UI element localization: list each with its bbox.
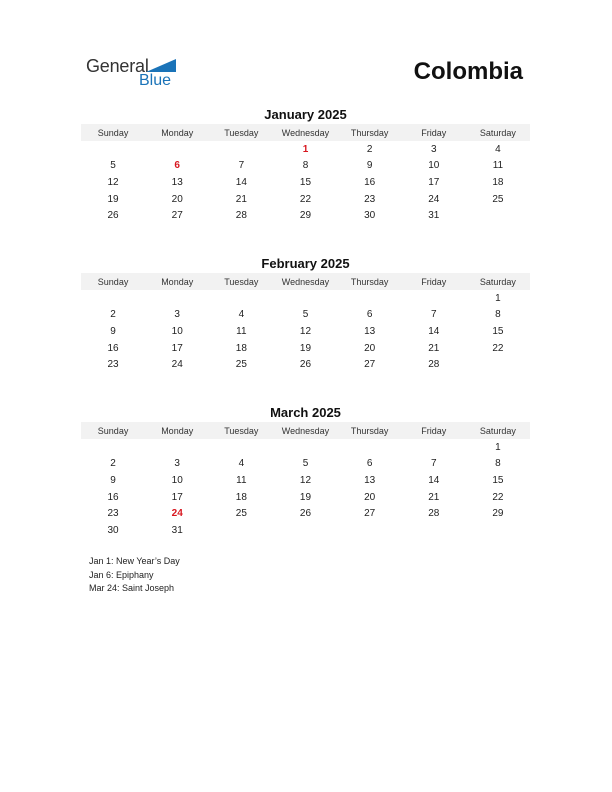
holiday-list — [89, 555, 180, 596]
week-row — [81, 141, 530, 158]
week-row — [81, 158, 530, 175]
day-cell: 29 — [492, 508, 504, 520]
weekday-label: Friday — [421, 425, 447, 436]
day-cell: 9 — [110, 325, 116, 337]
day-cell: 25 — [235, 508, 247, 520]
day-cell: 2 — [110, 458, 116, 470]
month-march — [81, 405, 530, 539]
week-row — [81, 456, 530, 473]
weekday-label: Tuesday — [224, 425, 259, 436]
holiday-item: Jan 1: New Year’s Day — [89, 556, 180, 566]
week-row — [81, 505, 530, 522]
day-cell: 10 — [428, 160, 440, 172]
day-cell: 6 — [366, 309, 373, 321]
day-cell: 28 — [428, 359, 440, 371]
day-cell: 28 — [235, 210, 247, 222]
day-cell: 1 — [495, 292, 501, 304]
day-cell: 20 — [171, 193, 183, 205]
weekday-label: Wednesday — [281, 276, 330, 287]
day-cell: 24 — [171, 508, 183, 520]
day-cell: 13 — [171, 176, 183, 188]
weekday-label: Saturday — [479, 127, 516, 138]
day-cell: 30 — [364, 210, 376, 222]
day-cell: 4 — [238, 458, 245, 470]
week-row — [81, 439, 530, 456]
week-row — [81, 323, 530, 340]
day-cell: 30 — [107, 524, 119, 536]
day-cell: 6 — [174, 160, 180, 172]
day-cell: 17 — [171, 491, 183, 503]
day-cell: 24 — [428, 193, 440, 205]
weekday-label: Friday — [421, 127, 447, 138]
day-cell: 5 — [302, 309, 309, 321]
day-cell: 3 — [430, 143, 437, 155]
day-cell: 27 — [171, 210, 183, 222]
day-cell: 10 — [171, 325, 183, 337]
day-cell: 25 — [492, 193, 504, 205]
weekday-label: Thursday — [350, 276, 389, 287]
day-cell: 8 — [495, 458, 501, 470]
week-row — [81, 356, 530, 373]
day-cell: 16 — [107, 491, 119, 503]
day-cell: 7 — [430, 309, 437, 321]
day-cell: 23 — [364, 193, 376, 205]
week-row — [81, 340, 530, 357]
day-cell: 13 — [364, 474, 376, 486]
logo-text-blue: Blue — [139, 72, 172, 89]
day-cell: 27 — [364, 359, 376, 371]
day-cell: 10 — [171, 474, 183, 486]
weekday-header — [81, 124, 530, 141]
day-cell: 15 — [299, 176, 312, 188]
week-row — [81, 290, 530, 307]
day-cell: 23 — [107, 508, 119, 520]
week-row — [81, 191, 530, 208]
weekday-label: Wednesday — [281, 127, 330, 138]
day-cell: 4 — [238, 309, 245, 321]
day-cell: 18 — [235, 342, 247, 354]
weeks-grid — [81, 141, 530, 224]
day-cell: 22 — [299, 193, 312, 205]
day-cell: 21 — [235, 193, 247, 205]
day-cell: 21 — [428, 491, 440, 503]
day-cell: 7 — [238, 160, 245, 172]
day-cell: 15 — [492, 325, 504, 337]
day-cell: 1 — [302, 143, 309, 155]
holiday-item: Jan 6: Epiphany — [89, 569, 154, 580]
logo-triangle-icon — [146, 59, 176, 72]
day-cell: 19 — [299, 342, 312, 354]
week-row — [81, 207, 530, 224]
weekday-label: Saturday — [479, 425, 516, 436]
weekday-label: Thursday — [350, 127, 389, 138]
weekday-label: Monday — [161, 276, 194, 287]
day-cell: 2 — [366, 143, 373, 155]
day-cell: 18 — [235, 491, 247, 503]
day-cell: 6 — [366, 458, 373, 470]
day-cell: 18 — [492, 176, 504, 188]
day-cell: 17 — [171, 342, 183, 354]
day-cell: 11 — [492, 160, 504, 172]
day-cell: 16 — [107, 342, 119, 354]
day-cell: 26 — [299, 359, 312, 371]
day-cell: 12 — [299, 474, 312, 486]
month-title: January 2025 — [264, 107, 347, 122]
day-cell: 19 — [299, 491, 312, 503]
weekday-label: Monday — [161, 425, 194, 436]
weekday-header — [81, 422, 530, 439]
day-cell: 21 — [428, 342, 440, 354]
weeks-grid — [81, 439, 530, 539]
country-title: Colombia — [413, 58, 523, 85]
weekday-label: Sunday — [97, 276, 129, 287]
month-title: March 2025 — [270, 405, 341, 420]
day-cell: 11 — [236, 325, 247, 337]
weekday-label: Monday — [161, 127, 194, 138]
logo-text-general: General — [86, 56, 149, 76]
day-cell: 26 — [299, 508, 312, 520]
holiday-item: Mar 24: Saint Joseph — [89, 583, 175, 593]
day-cell: 31 — [428, 210, 440, 222]
weeks-grid — [81, 290, 530, 373]
day-cell: 14 — [235, 176, 247, 188]
day-cell: 22 — [492, 342, 504, 354]
day-cell: 22 — [492, 491, 504, 503]
weekday-label: Wednesday — [281, 425, 330, 436]
day-cell: 2 — [110, 309, 116, 321]
week-row — [81, 522, 530, 539]
day-cell: 19 — [107, 193, 119, 205]
weekday-label: Thursday — [350, 425, 389, 436]
day-cell: 15 — [492, 474, 504, 486]
day-cell: 12 — [299, 325, 312, 337]
day-cell: 27 — [364, 508, 376, 520]
day-cell: 16 — [364, 176, 376, 188]
day-cell: 20 — [364, 491, 376, 503]
day-cell: 5 — [110, 160, 116, 172]
week-row — [81, 307, 530, 324]
weekday-label: Friday — [421, 276, 447, 287]
day-cell: 9 — [366, 160, 373, 172]
day-cell: 9 — [110, 474, 116, 486]
day-cell: 29 — [299, 210, 312, 222]
weekday-label: Sunday — [97, 425, 129, 436]
day-cell: 24 — [171, 359, 183, 371]
month-title: February 2025 — [261, 256, 350, 271]
day-cell: 4 — [495, 143, 501, 155]
week-row — [81, 472, 530, 489]
day-cell: 3 — [174, 458, 180, 470]
weekday-label: Sunday — [97, 127, 129, 138]
day-cell: 31 — [171, 524, 183, 536]
day-cell: 3 — [174, 309, 180, 321]
weekday-label: Tuesday — [224, 276, 259, 287]
month-january — [81, 107, 530, 224]
day-cell: 17 — [428, 176, 440, 188]
weekday-header — [81, 273, 530, 290]
day-cell: 28 — [428, 508, 440, 520]
day-cell: 13 — [364, 325, 376, 337]
day-cell: 25 — [235, 359, 247, 371]
weekday-label: Tuesday — [224, 127, 259, 138]
day-cell: 14 — [428, 325, 440, 337]
day-cell: 12 — [107, 176, 119, 188]
day-cell: 23 — [107, 359, 119, 371]
day-cell: 8 — [495, 309, 501, 321]
day-cell: 5 — [302, 458, 309, 470]
day-cell: 11 — [236, 474, 247, 486]
day-cell: 8 — [302, 160, 309, 172]
week-row — [81, 489, 530, 506]
day-cell: 14 — [428, 474, 440, 486]
day-cell: 26 — [107, 210, 119, 222]
week-row — [81, 174, 530, 191]
weekday-label: Saturday — [479, 276, 516, 287]
day-cell: 1 — [495, 441, 501, 453]
generalblue-logo — [86, 56, 186, 92]
day-cell: 20 — [364, 342, 376, 354]
month-february — [81, 256, 530, 373]
day-cell: 7 — [430, 458, 437, 470]
